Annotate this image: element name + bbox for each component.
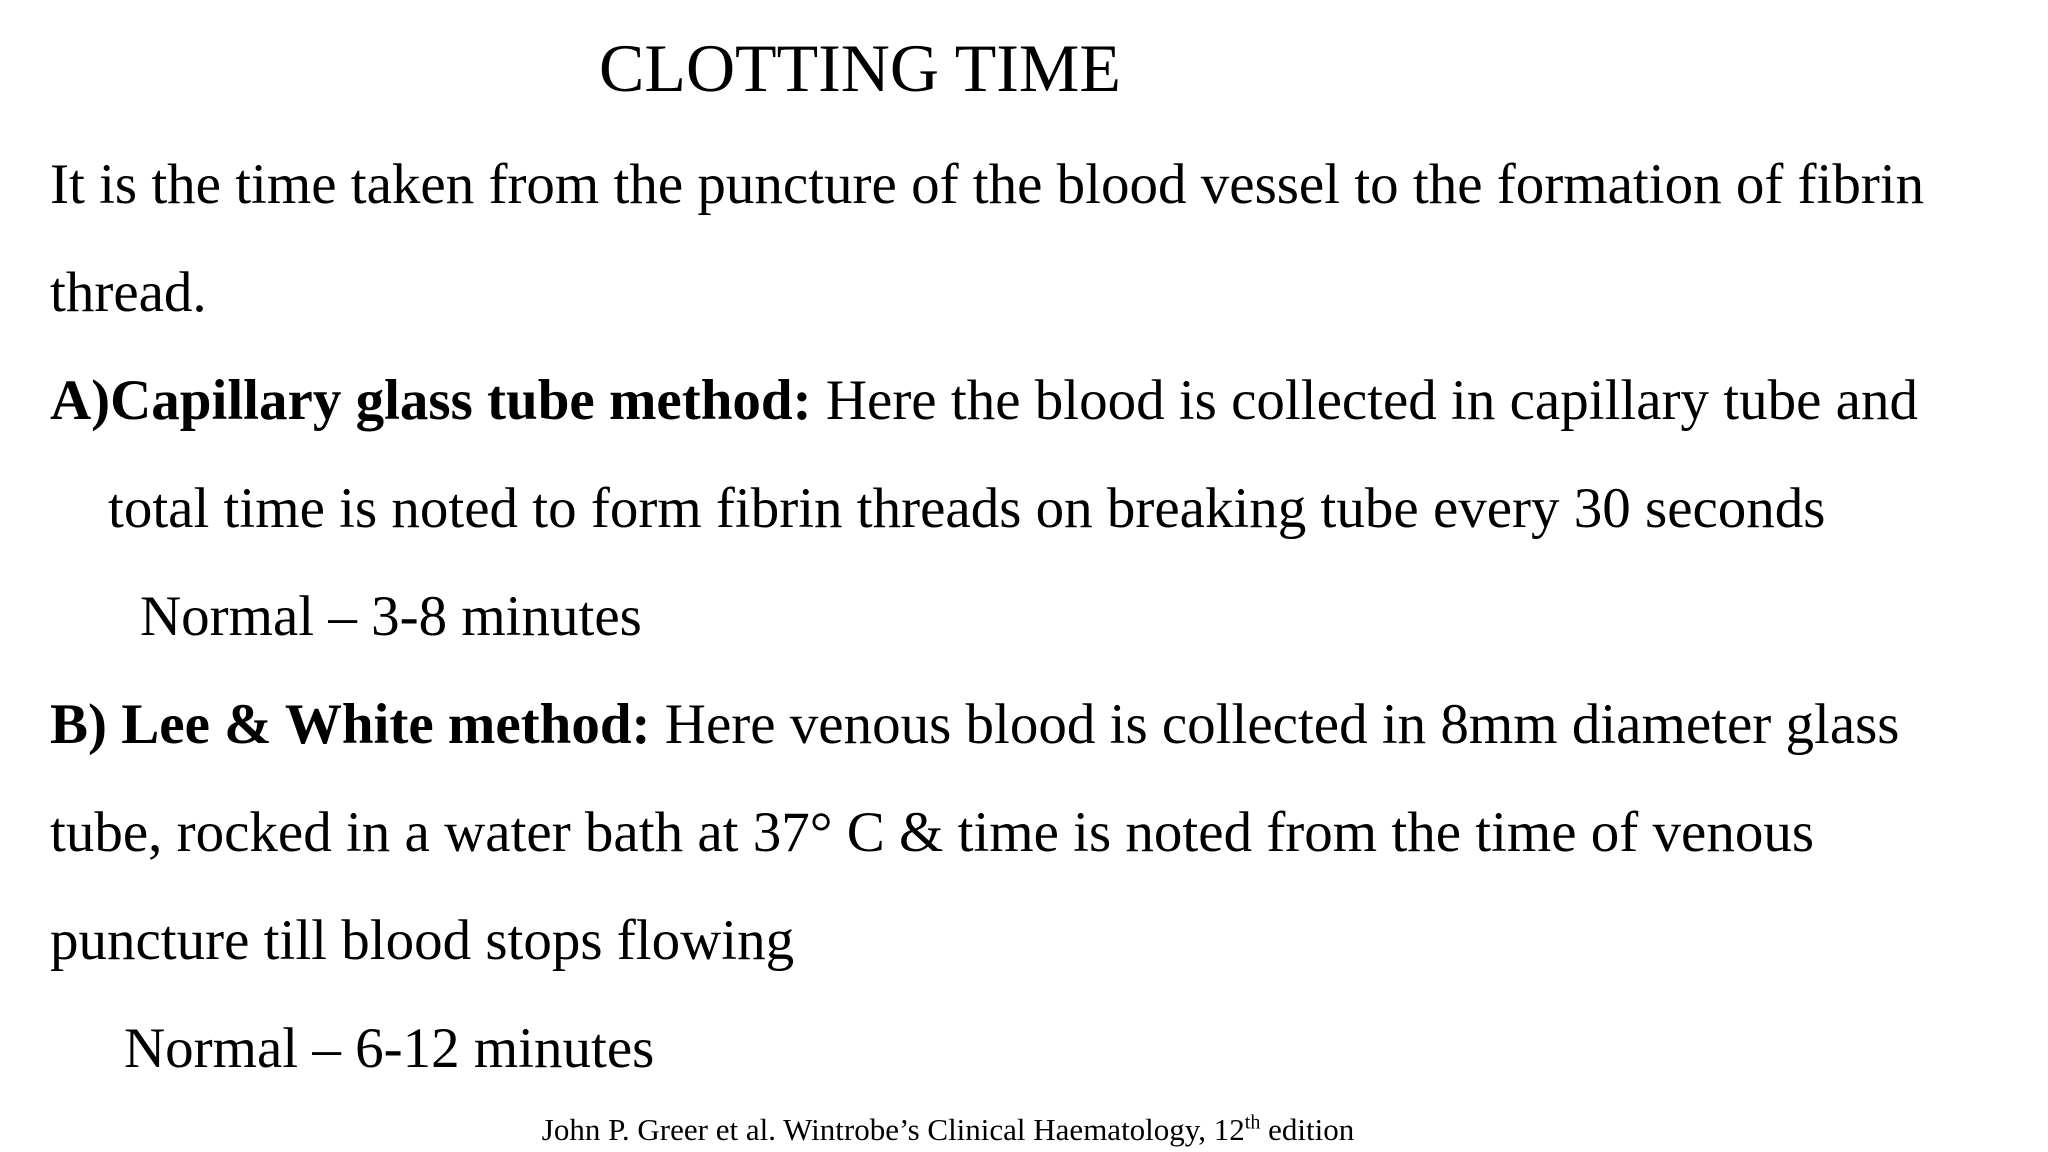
citation-superscript: th [1244,1111,1261,1134]
method-b-label: B) Lee & White method: [50,693,651,756]
citation-text: John P. Greer et al. Wintrobe’s Clinical Haematology, 12 [541,1112,1245,1147]
method-b-normal: Normal – 6-12 minutes [124,1017,655,1080]
method-b-line-3: puncture till blood stops flowing [50,909,795,972]
definition-line-2: thread. [50,261,207,324]
method-b-line-1 [50,690,1899,760]
citation-suffix: edition [1260,1112,1355,1147]
slide-title: CLOTTING TIME [599,30,1121,106]
citation [0,1110,1896,1150]
method-a-normal: Normal – 3-8 minutes [140,585,642,648]
method-b-line-2: tube, rocked in a water bath at 37° C & time is noted from the time of venous [50,801,1815,864]
method-a-line-1 [50,366,1918,436]
method-a-label: A)Capillary glass tube method: [50,369,812,432]
definition-line-1: It is the time taken from the puncture of the blood vessel to the formation of fibrin [50,153,1925,216]
method-b-line-1-text: Here venous blood is collected in 8mm diameter glass [650,693,1900,756]
method-a-line-2: total time is noted to form fibrin threads on breaking tube every 30 seconds [108,477,1826,540]
method-a-line-1-text: Here the blood is collected in capillary tube and [811,369,1918,432]
